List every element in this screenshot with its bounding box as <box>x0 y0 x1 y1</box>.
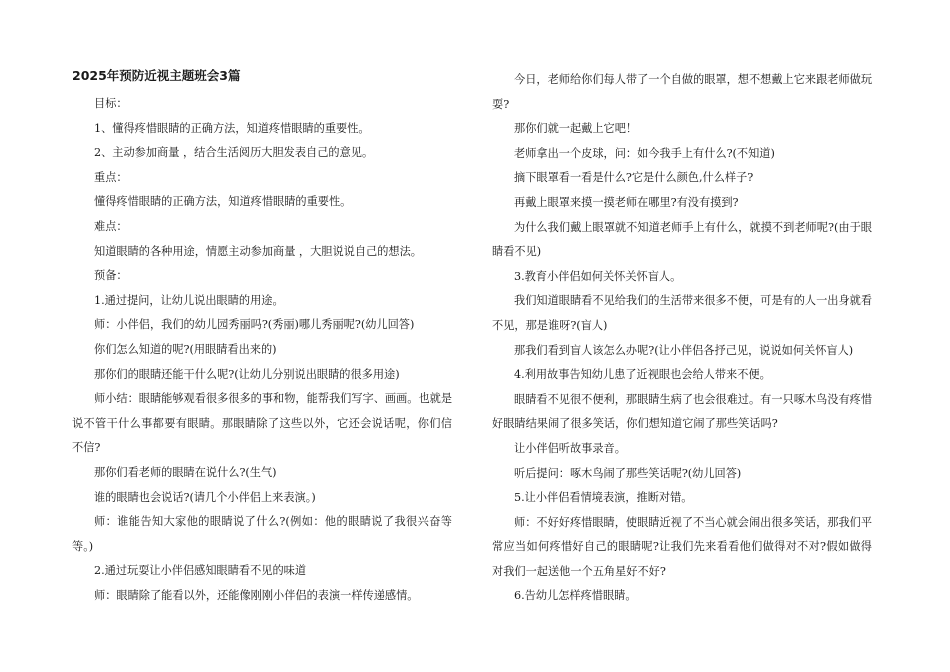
paragraph: 2、主动参加商量 ，结合生活阅历大胆发表自己的意见。 <box>94 146 374 160</box>
paragraph: 让小伴侣听故事录音。 <box>514 441 626 455</box>
paragraph: 我们知道眼睛看不见给我们的生活带来很多不便，可是有的人一出身就看不见，那是谁呀?(盲人) <box>492 294 873 332</box>
paragraph: 为什么我们戴上眼罩就不知道老师手上有什么，就摸不到老师呢?(由于眼睛看不见) <box>492 220 872 259</box>
paragraph: 3.教育小伴侣如何关怀关怀盲人。 <box>514 269 682 283</box>
paragraph: 再戴上眼罩来摸一摸老师在哪里?有没有摸到? <box>514 195 739 209</box>
paragraph: 那你们看老师的眼睛在说什么?(生气) <box>94 465 277 479</box>
paragraph: 难点： <box>94 219 128 233</box>
paragraph: 你们怎么知道的呢?(用眼睛看出来的) <box>94 342 277 356</box>
paragraph: 懂得疼惜眼睛的正确方法，知道疼惜眼睛的重要性。 <box>94 195 352 209</box>
paragraph: 4.利用故事告知幼儿患了近视眼也会给人带来不便。 <box>514 368 771 382</box>
paragraph: 那你们的眼睛还能干什么呢?(让幼儿分别说出眼睛的很多用途) <box>94 367 400 381</box>
paragraph: 1、懂得疼惜眼睛的正确方法，知道疼惜眼睛的重要性。 <box>94 121 370 135</box>
document-title: 2025年预防近视主题班会3篇 <box>72 68 241 83</box>
paragraph: 师：小伴侣，我们的幼儿园秀丽吗?(秀丽)哪儿秀丽呢?(幼儿回答) <box>94 318 415 332</box>
paragraph: 5.让小伴侣看情境表演，推断对错。 <box>514 491 693 505</box>
paragraph: 今日，老师给你们每人带了一个自做的眼罩，想不想戴上它来跟老师做玩耍? <box>492 73 873 111</box>
paragraph: 眼睛看不见很不便利，那眼睛生病了也会很难过。有一只啄木鸟没有疼惜好眼睛结果闹了很多笑话，你们想知道它闹了那些笑话吗? <box>492 392 873 431</box>
paragraph: 师：不好好疼惜眼睛，使眼睛近视了不当心就会闹出很多笑话，那我们平常应当如何疼惜好自己的眼睛呢?让我们先来看看他们做得对不对?假如做得对我们一起送他一个五角星好不好? <box>492 515 873 578</box>
paragraph: 1.通过提问，让幼儿说出眼睛的用途。 <box>94 293 284 307</box>
paragraph: 师小结：眼睛能够观看很多很多的事和物，能帮我们写字、画画。也就是说不管干什么事都要有眼睛。那眼睛除了这些以外，它还会说话呢，你们信不信? <box>72 392 453 455</box>
paragraph: 知道眼睛的各种用途，情愿主动参加商量 ，大胆说说自己的想法。 <box>94 244 422 258</box>
paragraph: 目标： <box>94 97 128 110</box>
paragraph: 预备： <box>94 269 128 283</box>
paragraph: 师：眼睛除了能看以外，还能像刚刚小伴侣的表演一样传递感情。 <box>94 588 419 602</box>
paragraph: 那我们看到盲人该怎么办呢?(让小伴侣各抒己见，说说如何关怀盲人) <box>514 343 854 357</box>
paragraph: 师：谁能告知大家他的眼睛说了什么?(例如：他的眼睛说了我很兴奋等等。) <box>72 515 452 553</box>
paragraph: 6.告幼儿怎样疼惜眼睛。 <box>514 589 637 603</box>
paragraph: 听后提问：啄木鸟闹了那些笑话呢?(幼儿回答) <box>514 466 742 480</box>
paragraph: 摘下眼罩看一看是什么?它是什么颜色,什么样子? <box>514 171 754 185</box>
paragraph: 2.通过玩耍让小伴侣感知眼睛看不见的味道 <box>94 564 307 578</box>
right-column <box>492 68 872 609</box>
left-column <box>72 68 452 608</box>
paragraph: 重点： <box>94 170 128 184</box>
paragraph: 老师拿出一个皮球，问：如今我手上有什么?(不知道) <box>514 146 775 160</box>
paragraph: 谁的眼睛也会说话?(请几个小伴侣上来表演。) <box>94 490 316 504</box>
paragraph: 那你们就一起戴上它吧！ <box>514 122 638 136</box>
